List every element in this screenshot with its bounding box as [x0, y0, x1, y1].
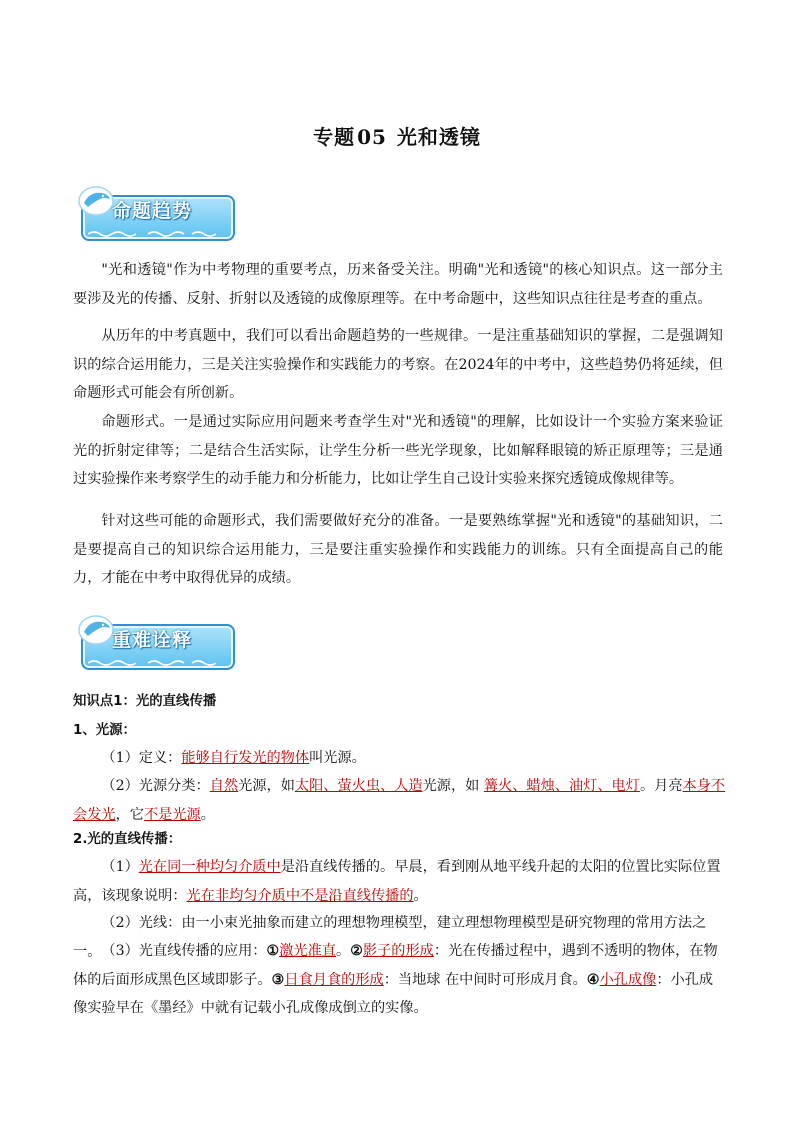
- light-source-definition: （1）定义：能够自行发光的物体叫光源。: [101, 750, 366, 766]
- explain-badge: [76, 612, 236, 670]
- answer-text: 激光准直: [279, 943, 336, 959]
- answer-text: 光在同一种均匀介质中: [138, 859, 281, 875]
- answer-text: 篝火、蜡烛、油灯、电灯: [483, 778, 640, 794]
- trend-badge: [76, 183, 236, 241]
- dolphin-icon: [76, 612, 116, 646]
- badge-label: 命题趋势: [112, 200, 193, 222]
- trend-paragraph: "光和透镜"作为中考物理的重要考点，历来备受关注。明确"光和透镜"的核心知识点。这一部分主要涉及光的传播、反射、折射以及透镜的成像原理等。在中考命题中，这些知识点往往是考查的重点。: [73, 262, 723, 307]
- application-item: （3）光直线传播的应用：①激光准直。②影子的形成：光在传播过程中，遇到不透明的物体，在物体的后面形成黑色区域即影子。③日食月食的形成：当地球 在中间时可形成月食。④小孔成像：小孔成像实验早在《墨经》中就有记载小孔成像成倒立的实像。: [73, 943, 718, 1016]
- knowledge-heading: 知识点1：光的直线传播: [73, 694, 217, 709]
- title-number: 05: [357, 125, 387, 149]
- title-prefix: 专题: [313, 125, 356, 149]
- trend-paragraph: 命题形式。一是通过实际应用问题来考查学生对"光和透镜"的理解，比如设计一个实验方案来验证光的折射定律等；二是结合生活实际，让学生分析一些光学现象，比如解释眼镜的矫正原理等；三是通过实验操作来考察学生的动手能力和分析能力，比如让学生自己设计实验来探究透镜成像规律等。: [73, 414, 723, 487]
- answer-text: 太阳、萤火虫、人造: [294, 778, 423, 794]
- answer-text: 自然: [209, 778, 239, 794]
- section-heading: 2.光的直线传播：: [73, 832, 182, 847]
- answer-text: 本身不会发光: [73, 778, 726, 823]
- dolphin-icon: [76, 183, 116, 217]
- wave-decoration: [88, 658, 224, 668]
- light-ray-item: （2）光线：由一小束光抽象而建立的理想物理模型，建立理想物理模型是研究物理的常用方法之一。: [73, 915, 707, 960]
- answer-text: 能够自行发光的物体: [181, 750, 310, 766]
- answer-text: 不是光源: [143, 806, 201, 823]
- badge-label: 重难诠释: [112, 629, 193, 651]
- answer-text: 影子的形成: [362, 943, 434, 959]
- page-title: [0, 121, 794, 150]
- answer-text: 光在非均匀介质中不是沿直线传播的: [186, 887, 414, 904]
- trend-paragraph: 针对这些可能的命题形式，我们需要做好充分的准备。一是要熟练掌握"光和透镜"的基础知识，二是要提高自己的知识综合运用能力，三是要注重实验操作和实践能力的训练。只有全面提高自己的能力，才能在中考中取得优异的成绩。: [73, 513, 723, 586]
- trend-paragraph: 从历年的中考真题中，我们可以看出命题趋势的一些规律。一是注重基础知识的掌握，二是强调知识的综合运用能力，三是关注实验操作和实践能力的考察。在2024年的中考中，这些趋势仍将延续，但命题形式可能会有所创新。: [73, 328, 723, 401]
- section-heading: 1、光源：: [73, 723, 136, 738]
- light-source-classification: （2）光源分类：自然光源，如太阳、萤火虫、人造光源，如 篝火、蜡烛、油灯、电灯。月亮本身不会发光，它不是光源。: [73, 778, 726, 823]
- wave-decoration: [88, 229, 224, 239]
- title-name: 光和透镜: [396, 125, 481, 149]
- answer-text: 小孔成像: [599, 971, 657, 988]
- answer-text: 日食月食的形成: [284, 971, 384, 988]
- propagation-item: （1）光在同一种均匀介质中是沿直线传播的。早晨，看到刚从地平线升起的太阳的位置比实际位置高，该现象说明：光在非均匀介质中不是沿直线传播的。: [73, 859, 721, 904]
